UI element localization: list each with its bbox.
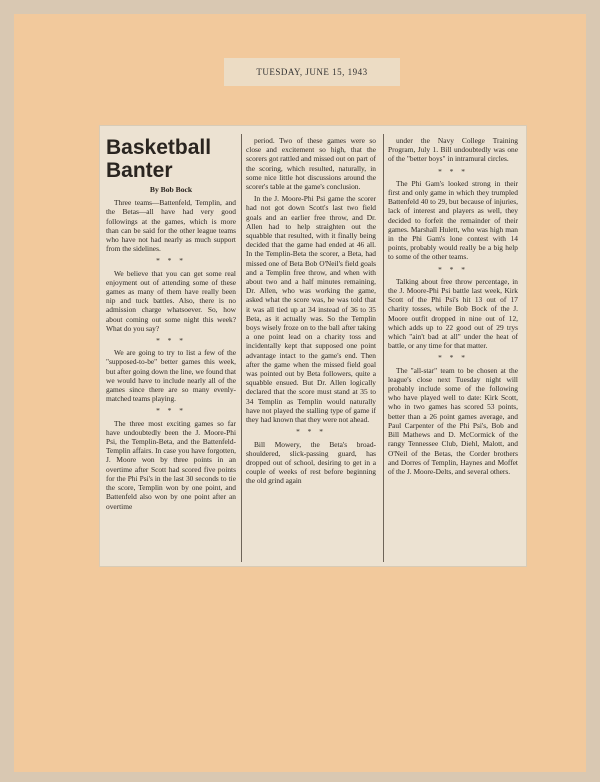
headline-line: Basketball	[106, 136, 212, 159]
paragraph: Talking about free throw percentage, in the J. Moore-Phi Psi battle last week, Kirk Scott of the Phi Psi's hit 13 out of 17 charity tosses, while Bob Bock of the J. Moore outfit dropped in nine out of 12, which adds up to 22 good out of 29 trys which "ain't bad at all" under the heat of battle, or any time for that matter.	[388, 276, 518, 351]
article-column-3	[388, 136, 518, 479]
section-divider: * * *	[438, 166, 468, 176]
paragraph: Bill Mowery, the Beta's broad-shouldered, slick-passing guard, has dropped out of school, desiring to get in a couple of weeks of rest before beginning the old grind again	[246, 439, 376, 486]
paragraph: In the J. Moore-Phi Psi game the scorer had not got down Scott's last two field goals and an earlier free throw, and Dr. Allen had to help straighten out the squabble that resulted, with it finally being decided that the game had ended at 46 all. In the Templin-Beta the scorer, a Beta, had missed one of Beta Bob O'Neil's field goals and a Templin free throw, and when with about two and a half minutes remaining, Dr. Allen, who was working the game, asked what the score was, he was told that it was all tied up at 34 instead of 36 to 35 Beta, as it actually was. So the Templin boys wisely froze on to the ball after taking a one point lead on a charity toss and incidentally kept that supposed one point advantage intact to the game's end. Then after the game when the missed field goal was pointed out by Beta followers, quite a squabble ensued. But Dr. Allen logically declared that the score must stand at 35 to 34 Templin as Templin would naturally have not played the stalling type of game if they had known that they were not ahead.	[246, 194, 376, 425]
article-headline	[106, 136, 236, 182]
paragraph: under the Navy College Training Program, July 1. Bill undoubtedly was one of the "better boys" in intramural circles.	[388, 136, 518, 164]
headline-line: Banter	[106, 159, 173, 182]
section-divider: * * *	[156, 406, 186, 416]
section-divider: * * *	[296, 427, 326, 437]
article-column-1	[106, 136, 236, 514]
section-divider: * * *	[438, 353, 468, 363]
paragraph: The Phi Gam's looked strong in their first and only game in which they trumpled Battenfeld 40 to 29, but because of injuries, lack of interest and players as well, they decided to forfeit the remainder of their games. Marshall Hulett, who was high man in the Phi Gam's lone contest with 14 points, probably would really be a big help to some of the other teams.	[388, 178, 518, 262]
article-column-2	[246, 136, 376, 489]
column-rule	[383, 134, 384, 562]
paragraph: Three teams—Battenfeld, Templin, and the Betas—all have had very good followings at the games, which is more than can be said for the other league teams who have not had nearly as much support from the sidelines.	[106, 198, 236, 254]
paragraph: We believe that you can get some real enjoyment out of attending some of these games as many of them have really been nip and tuck battles. Also, there is no admission charge whatsoever. So, how about coming out some night this week? What do you say?	[106, 268, 236, 333]
byline: By Bob Bock	[149, 185, 193, 194]
date-line: TUESDAY, JUNE 15, 1943	[224, 58, 400, 86]
paragraph: The three most exciting games so far have undoubtedly been the J. Moore-Phi Psi, the Templin-Beta, and the Battenfeld-Templin affairs. In case you have forgotten, J. Moore won by three points in an overtime after Scott had scored five points for the Phi Psi's in the last 30 seconds to tie the score, Templin won by one point, and Battenfeld also won by one point after an overtime	[106, 418, 236, 511]
newspaper-clipping	[100, 126, 526, 566]
section-divider: * * *	[156, 336, 186, 346]
column-rule	[241, 134, 242, 562]
paragraph: We are going to try to list a few of the "supposed-to-be" better games this week, but after going down the line, we found that we would have to include nearly all of the games since there are so many evenly-matched teams playing.	[106, 348, 236, 404]
paragraph: period. Two of these games were so close and excitement so high, that the scorers got rattled and missed out on part of the scoring, which resulted, naturally, in some nice little hot discussions around the scorer's table at the game's conclusion.	[246, 136, 376, 192]
paragraph: The "all-star" team to be chosen at the league's close next Tuesday night will probably include some of the following who have played well to date: Kirk Scott, who in two games has scored 53 points, better than a 26 point games average, and Paul Carpenter of the Phi Psi's, Bob and Bill Mathews and D. McCormick of the rangy Tennessee Club, Diehl, Malott, and O'Neil of the Betas, the Corder brothers and Dorres of Templin, Haynes and Moffet of the J. Moore-Delts, and several others.	[388, 365, 518, 476]
scrapbook-page	[14, 14, 586, 772]
section-divider: * * *	[438, 264, 468, 274]
section-divider: * * *	[156, 256, 186, 266]
